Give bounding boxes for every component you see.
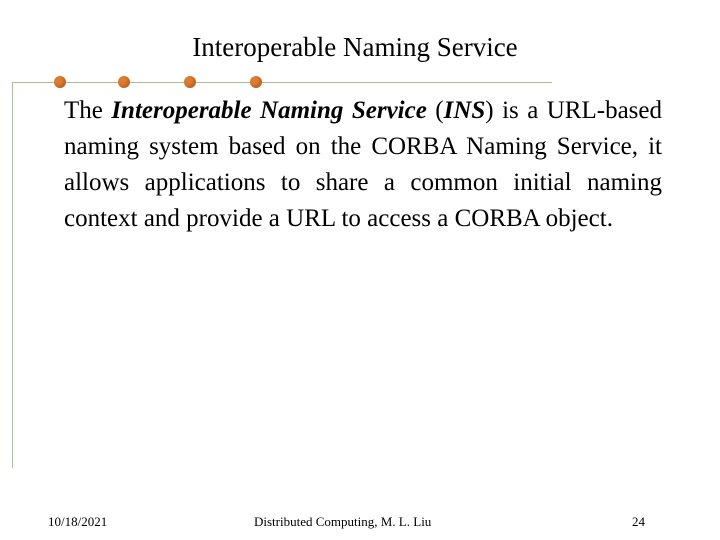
title-divider-line: [12, 82, 552, 83]
footer-page-number: 24: [632, 514, 645, 529]
body-paren-close: ): [485, 97, 494, 124]
body-rest: is a URL-based naming system based on the CORBA Naming Service, it allows applications to share a common initial naming context and provide a URL to access a CORBA object.: [64, 97, 662, 232]
body-paragraph: [64, 93, 662, 237]
body-emphasis-abbr: INS: [443, 97, 486, 124]
body-intro: The: [64, 97, 112, 124]
bullet-dot-icon-1: [54, 76, 66, 88]
body-emphasis-name: Interoperable Naming Service: [111, 97, 427, 124]
slide-title: Interoperable Naming Service: [192, 32, 518, 62]
footer-date: 10/18/2021: [48, 514, 108, 529]
bullet-dot-icon-3: [184, 76, 196, 88]
footer-course-author: Distributed Computing, M. L. Liu: [254, 514, 432, 529]
left-margin-line: [12, 82, 13, 468]
bullet-dot-icon-4: [250, 76, 262, 88]
body-paren-open: (: [426, 97, 444, 124]
bullet-dot-icon-2: [118, 76, 130, 88]
